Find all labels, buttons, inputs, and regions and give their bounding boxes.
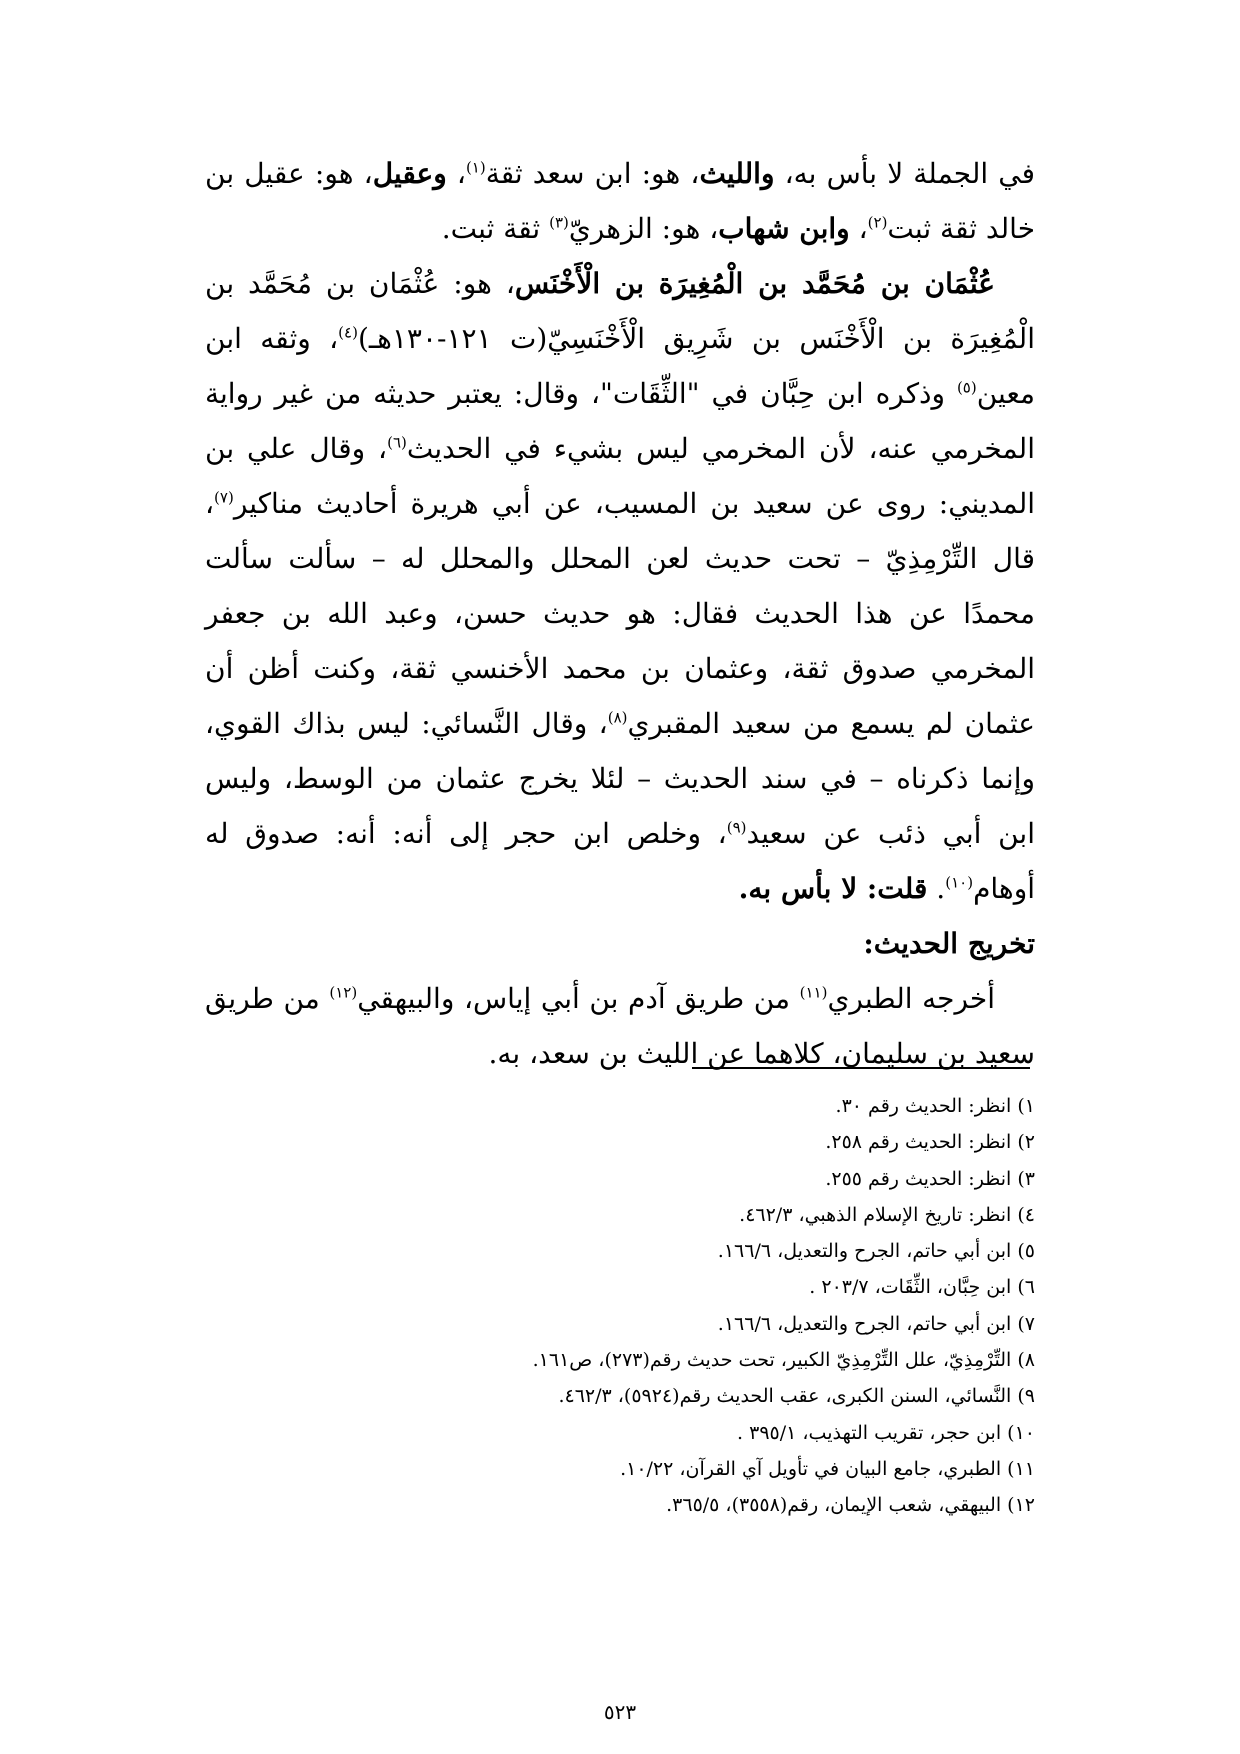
footnote-ref[interactable]: (٩) bbox=[726, 818, 747, 837]
footnote-item: ١٠) ابن حجر، تقريب التهذيب، ٣٩٥/١ . bbox=[737, 1421, 1035, 1444]
footnotes bbox=[205, 1088, 1035, 1524]
narrator-name: وعقيل bbox=[372, 157, 447, 190]
footnote-item: ٤) انظر: تاريخ الإسلام الذهبي، ٤٦٢/٣. bbox=[739, 1203, 1035, 1226]
footnote-item: ٩) النَّسائي، السنن الكبرى، عقب الحديث رقم(٥٩٢٤)، ٤٦٢/٣. bbox=[558, 1385, 1035, 1408]
footnote-ref[interactable]: (٨) bbox=[607, 708, 628, 727]
paragraph-takhrij: أخرجه الطبري$^{(١١)}$ من طريق آدم بن أبي إياس، والبيهقي$^{(١٢)}$ من طريق سعيد بن سليمان، كلاهما عن الليث بن سعد، به. bbox=[205, 982, 1035, 1070]
page-number: ٥٢٣ bbox=[603, 1700, 637, 1724]
footnote-ref[interactable]: (٤) bbox=[338, 323, 358, 342]
footnote-ref[interactable]: (١٠) bbox=[945, 873, 974, 892]
footnote-item: ٢) انظر: الحديث رقم ٢٥٨. bbox=[825, 1131, 1035, 1154]
footnote-item: ٣) انظر: الحديث رقم ٢٥٥. bbox=[825, 1167, 1035, 1190]
footnote-item: ١) انظر: الحديث رقم ٣٠. bbox=[835, 1095, 1035, 1117]
footnote-ref[interactable]: (١١) bbox=[799, 983, 828, 1002]
narrator-name: والليث bbox=[699, 157, 775, 190]
footnote-ref[interactable]: (١) bbox=[465, 158, 486, 177]
footnote-ref[interactable]: (٥) bbox=[956, 378, 977, 397]
footnote-ref[interactable]: (٢) bbox=[867, 213, 888, 232]
footnote-ref[interactable]: (١٢) bbox=[329, 983, 358, 1002]
footnote-item: ٧) ابن أبي حاتم، الجرح والتعديل، ١٦٦/٦. bbox=[717, 1312, 1035, 1335]
footnote-ref[interactable]: (٧) bbox=[214, 488, 234, 507]
footnote-divider bbox=[692, 1067, 1030, 1069]
narrator-name: عُثْمَان بن مُحَمَّد بن الْمُغِيرَة بن الْأَخْنَس bbox=[514, 267, 995, 300]
footnote-item: ١٢) البيهقي، شعب الإيمان، رقم(٣٥٥٨)، ٣٦٥/٥. bbox=[666, 1494, 1035, 1517]
narrator-name: وابن شهاب bbox=[718, 212, 850, 245]
paragraph-uthman-biography: عُثْمَان بن مُحَمَّد بن الْمُغِيرَة بن الْأَخْنَس، هو: عُثْمَان بن مُحَمَّد بن الْمُغِيرَة بن الْأَخْنَس بن شَرِيق الْأَخْنَسِيّ(ت ١٢١-١٣٠هـ)$^{(٤)}$، وثقه ابن معين$^{(٥)}$ وذكره ابن حِبَّان في "الثِّقَات"، وقال: يعتبر حديثه من غير رواية المخرمي عنه، لأن المخرمي ليس بشيء في الحديث$^{(٦)}$، وقال علي بن المديني: روى عن سعيد بن المسيب، عن أبي هريرة أحاديث مناكير$^{(٧)}$، قال التِّرْمِذِيّ – تحت حديث لعن المحلل والمحلل له – سألت سألت محمدًا عن هذا الحديث فقال: هو حديث حسن، وعبد الله بن جعفر المخرمي صدوق ثقة، وعثمان بن محمد الأخنسي ثقة، وكنت أظن أن عثمان لم يسمع من سعيد المقبري$^{(٨)}$، وقال النَّسائي: ليس بذاك القوي، وإنما ذكرناه – في سند الحديث – لئلا يخرج عثمان من الوسط، وليس ابن أبي ذئب عن سعيد$^{(٩)}$، وخلص ابن حجر إلى أنه: أنه: صدوق له أوهام$^{(١٠)}$. قلت: لا بأس به. bbox=[205, 267, 1036, 905]
paragraph-narrator-notes: في الجملة لا بأس به، والليث، هو: ابن سعد ثقة$^{(١)}$، وعقيل، هو: عقيل بن خالد ثقة ثبت$^{(٢)}$، وابن شهاب، هو: الزهريّ$^{(٣)}$ ثقة ثبت. bbox=[205, 157, 1035, 245]
main-text bbox=[205, 146, 1035, 1081]
footnote-ref[interactable]: (٦) bbox=[387, 433, 407, 452]
footnote-item: ٦) ابن حِبَّان، الثِّقَات، ٢٠٣/٧ . bbox=[809, 1276, 1035, 1299]
footnote-item: ١١) الطبري، جامع البيان في تأويل آي القرآن، ١٠/٢٢. bbox=[620, 1457, 1035, 1480]
footnote-item: ٨) التِّرْمِذِيّ، علل التِّرْمِذِيّ الكبير، تحت حديث رقم(٢٧٣)، ص١٦١. bbox=[532, 1349, 1035, 1372]
section-heading: تخريج الحديث: bbox=[863, 927, 1035, 960]
footnote-ref[interactable]: (٣) bbox=[549, 213, 569, 232]
footnote-item: ٥) ابن أبي حاتم، الجرح والتعديل، ١٦٦/٦. bbox=[717, 1240, 1035, 1263]
verdict: قلت: لا بأس به. bbox=[738, 872, 928, 905]
